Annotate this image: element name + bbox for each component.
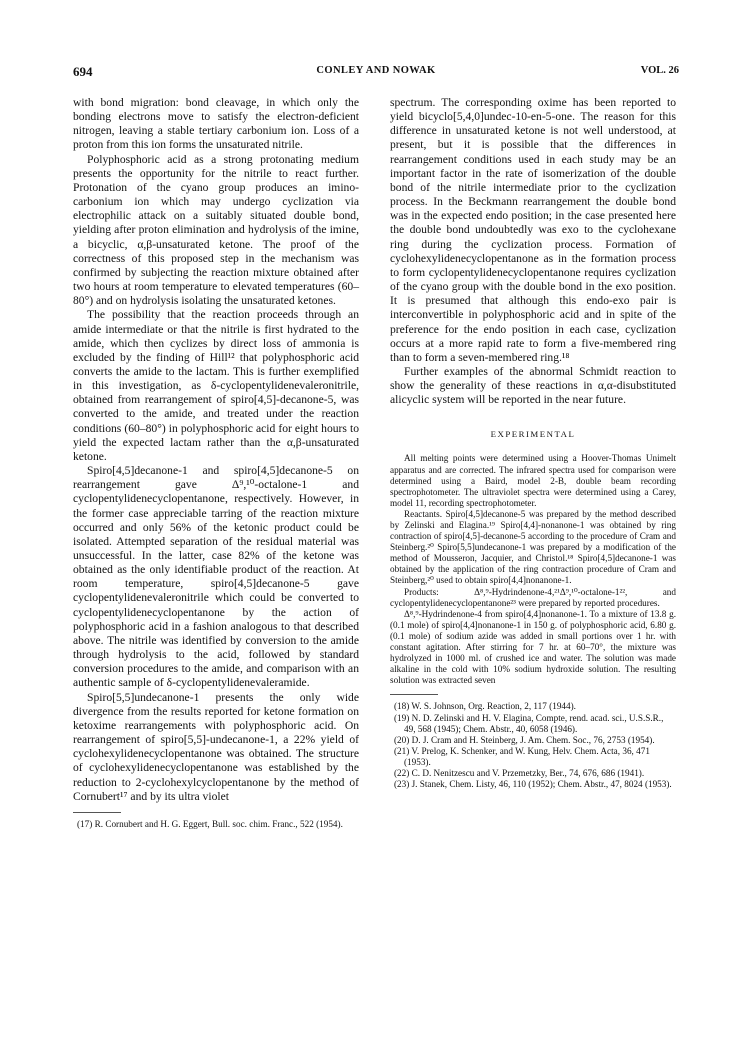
experimental-paragraph: All melting points were determined using a Hoover-Thomas Unimelt apparatus and are corrected. The infrared spectra used for comparison were determined using a Baird, model 2-B, double beam recording spectrophotometer. The ultraviolet spectra were determined using a Carey, model 11, recording spectrophotometer. [390,453,676,508]
footnote: (19) N. D. Zelinski and H. V. Elagina, Compte, rend. acad. sci., U.S.S.R., 49, 568 (1945); Chem. Abstr., 40, 6058 (1946). [394,712,664,734]
body-paragraph: The possibility that the reaction proceeds through an amide intermediate or that the nitrile is first hydrated to the amide, which then cyclizes by direct loss of ammonia is excluded by the finding of Hill¹² that polyphosphoric acid converts the amide to the lactam. This is further exemplified in this investigation, as δ-cyclopentylidenevaleronitrile, obtained from rearrangement of spiro[4,5]-decanone-5, was converted to the amide, and treated under the reaction conditions (60–80°) in polyphosphoric acid for eight hours to yield the expected lactam rather than the α,β-unsaturated ketone. [73,308,359,463]
footnote-divider [390,694,438,695]
body-paragraph: with bond migration: bond cleavage, in which only the bonding electrons move to satisfy the electron-deficient nitrogen, leaving a stable tertiary carbonium ion. Loss of a proton from this ion forms the unsaturated nitrile. [73,96,359,152]
running-title: CONLEY AND NOWAK [316,65,436,76]
page-number: 694 [73,64,93,79]
body-paragraph: Spiro[4,5]decanone-1 and spiro[4,5]decanone-5 on rearrangement gave Δ⁹,¹⁰-octalone-1 and cyclopentylidenecyclopentanone, respectively. However, in the former case appreciable tarring of the reaction mixture occurred and only 56% of the ketonic product could be isolated. Attempted separation of the residual material was unsuccessful. In the latter, case 82% of the ketone was obtained as the only identifiable product of the reaction. At room temperature, spiro[4,5]decanone-5 gave cyclopentylidenevaleronitrile which could be converted to cyclopentylidenecyclopentanone by the action of polyphosphoric acid in a fashion analogous to that described above. The nitrile was identified by conversion to the amide through hydrolysis to the acid, followed by standard conversion procedures to the amide, and comparison with an authentic sample of δ-cyclopentylidenevaleramide. [73,464,359,690]
footnote-divider [73,812,121,813]
left-column [73,96,359,830]
section-heading: EXPERIMENTAL [490,429,576,440]
footnote: (22) C. D. Nenitzescu and V. Przemetzky, Ber., 74, 676, 686 (1941). [394,767,645,778]
experimental-paragraph: Products: Δ⁸,⁹-Hydrindenone-4,²¹Δ⁹,¹⁰-octalone-1²², and cyclopentylidenecyclopentanone²³ were prepared by reported procedures. [390,586,676,608]
experimental-paragraph: Δ⁸,⁹-Hydrindenone-4 from spiro[4,4]nonanone-1. To a mixture of 13.8 g. (0.1 mole) of spiro[4,4]nonanone-1 in 150 g. of polyphosphoric acid, 6.80 g. (0.1 mole) of sodium azide was added in small portions over 1 hr. with constant agitation. After stirring for 7 hr. at 60–70°, the mixture was hydrolyzed in 1000 ml. of crushed ice and water. The solution was made alkaline in the cold with 10% sodium hydroxide solution. The resulting solution was extracted seven [390,608,676,686]
running-header [73,64,679,82]
footnote: (18) W. S. Johnson, Org. Reaction, 2, 117 (1944). [394,701,576,712]
body-paragraph: spectrum. The corresponding oxime has been reported to yield bicyclo[5,4,0]undec-10-en-5-one. The reason for this difference in unsaturated ketone is not well understood, at present, but it is possible that the differences in rearrangement conditions used in each study may be an important factor in the rate of isomerization of the double bond of the nitrile intermediate prior to the cyclization process. In the Beckmann rearrangement the double bond was in the expected endo position; in the case presented here the double bond undoubtedly was exo to the cyclohexane ring during the cyclization process. Formation of cyclohexylidenecyclopentanone as in the formation process to form cyclopentylidenecyclopentanone requires cyclization of the cyano group with the double bond in the exo position. It is presumed that although this endo-exo pair is interconvertible in polyphosphoric acid and in spite of the preference for the endo position in each case, cyclization occurs at a more rapid rate to form a five-membered ring than to form a seven-membered ring.¹⁸ [390,96,676,364]
experimental-section [390,453,676,686]
body-paragraph: Polyphosphoric acid as a strong protonating medium presents the opportunity for the nitrile to react further. Protonation of the cyano group produces an imino-carbonium ion which may undergo cyclization via electrophilic attack on a suitably situated double bond, yielding after proton elimination and hydrolysis of the imine, a bicyclic, α,β-unsaturated ketone. The proof of the correctness of this proposed step in the mechanism was confirmed by subjecting the reaction mixture obtained after two hours at room temperature to elevated temperatures (60–80°) and on hydrolysis isolating the unsaturated ketones. [73,152,359,308]
footnote: (23) J. Stanek, Chem. Listy, 46, 110 (1952); Chem. Abstr., 47, 8024 (1953). [394,779,672,790]
footnote: (17) R. Cornubert and H. G. Eggert, Bull. soc. chim. Franc., 522 (1954). [77,818,343,829]
body-paragraph: Further examples of the abnormal Schmidt reaction to show the generality of these reactions in α,α-disubstituted alicyclic system will be reported in the near future. [390,364,676,407]
footnotes [390,701,676,790]
footnote: (21) V. Prelog, K. Schenker, and W. Kung, Helv. Chem. Acta, 36, 471 (1953). [394,745,650,767]
body-paragraph: Spiro[5,5]undecanone-1 presents the only wide divergence from the results reported for ketone formation on ketoxime rearrangements with polyphosphoric acid. On rearrangement of spiro[5,5]-undecanone-1, a 22% yield of cyclohexylidenecyclopentanone was obtained. The structure of cyclohexylidenecyclopentanone was established by the reduction to 2-cyclohexylcyclopentanone by the method of Cornubert¹⁷ and by its ultra violet [73,690,359,803]
footnote: (20) D. J. Cram and H. Steinberg, J. Am. Chem. Soc., 76, 2753 (1954). [394,734,655,745]
experimental-paragraph: Reactants. Spiro[4,5]decanone-5 was prepared by the method described by Zelinski and Elagina.¹⁹ Spiro[4,4]-nonanone-1 was obtained by ring contraction of spiro[4,5]-decanone-5 according to the procedure of Cram and Steinberg.²⁰ Spiro[5,5]undecanone-1 was prepared by a modification of the method of Mousseron, Jacquier, and Christol.¹⁸ Spiro[4,5]decanone-1 was obtained by the application of the ring contraction procedure of Cram and Steinberg,²⁰ used to obtain spiro[4,4]nonanone-1. [390,508,676,586]
volume-label: VOL. 26 [640,65,679,76]
right-column [390,96,676,790]
